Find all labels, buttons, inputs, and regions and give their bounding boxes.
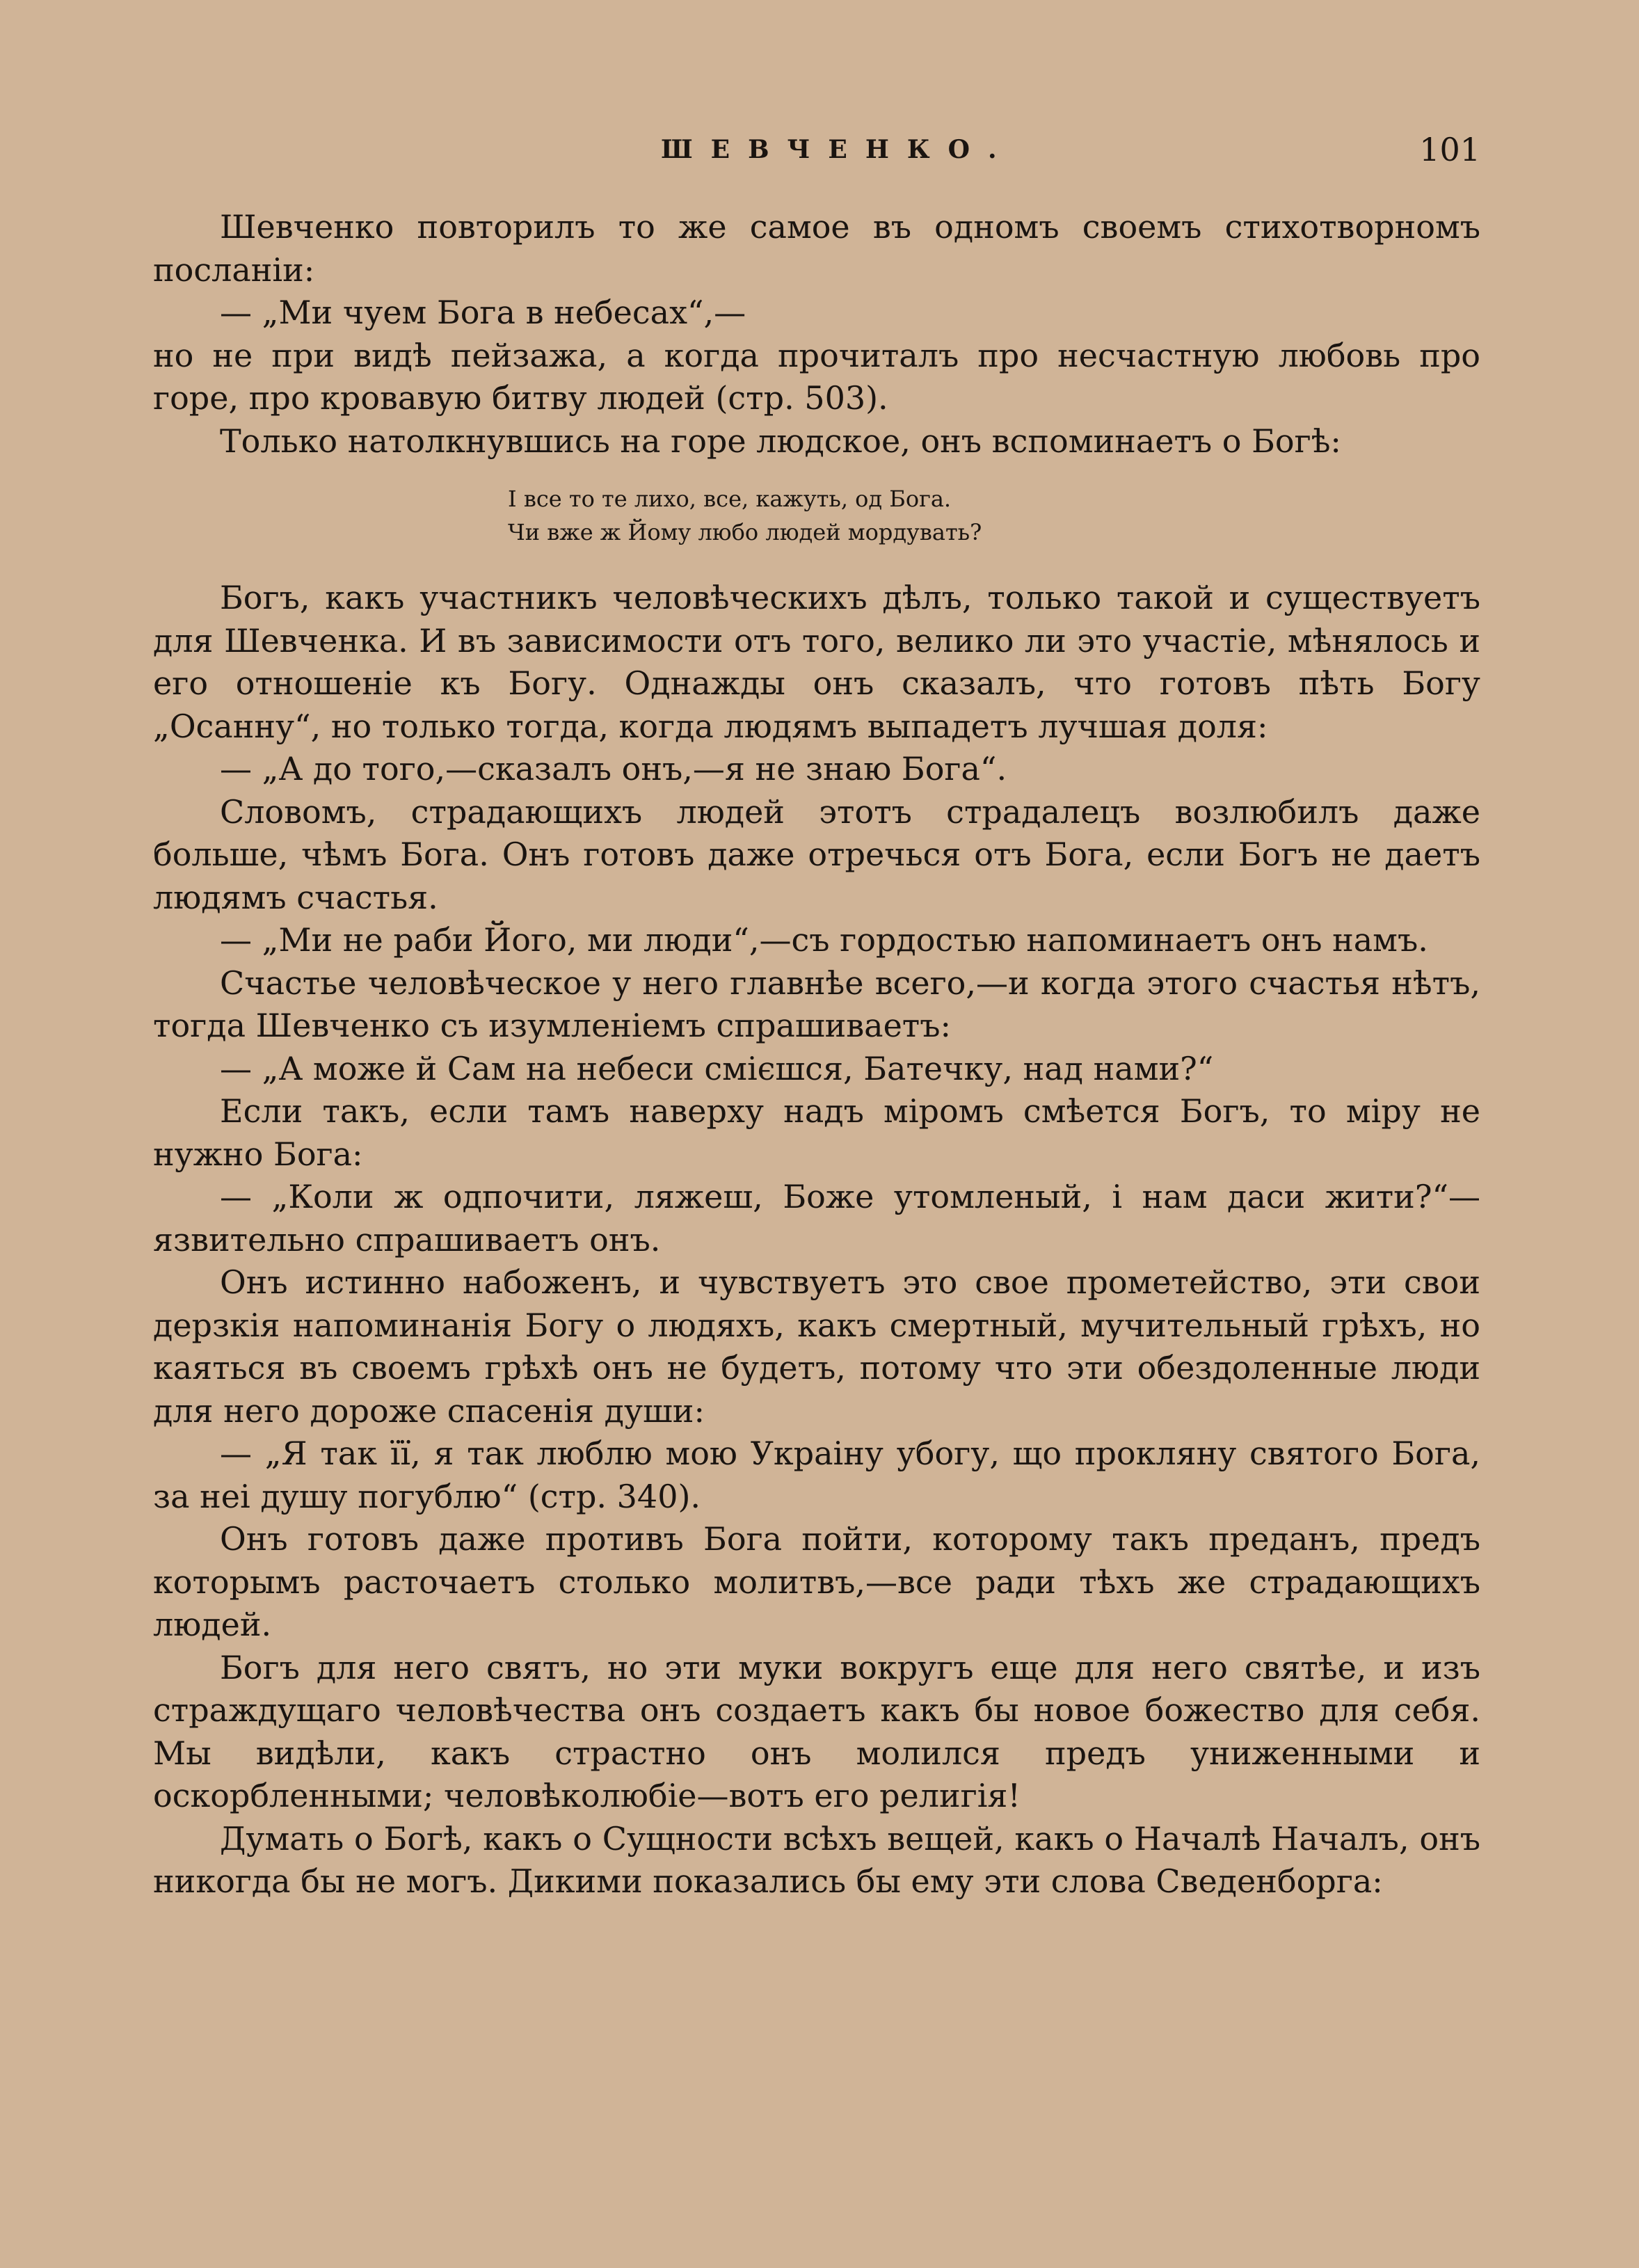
running-title: ШЕВЧЕНКО. [661, 135, 1015, 164]
paragraph: Богъ, какъ участникъ человѣческихъ дѣлъ, только такой и существуетъ для Шевченка. И въ зависимости отъ того, велико ли это участіе, мѣнялось и его отношеніе къ Богу. Однажды онъ сказалъ, что готовъ пѣть Богу „Осанну“, но только тогда, когда людямъ выпадетъ лучшая доля: [153, 579, 1480, 745]
quote-line: — „Коли ж одпочити, ляжеш, Боже утомленый, і нам даси жити?“— язвительно спрашиваетъ онъ. [153, 1178, 1480, 1259]
body-text [153, 206, 1480, 1903]
verse-quote [508, 482, 1480, 549]
paragraph: Онъ истинно набоженъ, и чувствуетъ это свое прометейство, эти свои дерзкія напоминанія Богу о людяхъ, какъ смертный, мучительный грѣхъ, но каяться въ своемъ грѣхѣ онъ не будетъ, потому что эти обездоленные люди для него дороже спасенія души: [153, 1263, 1480, 1430]
paragraph: Только натолкнувшись на горе людское, онъ вспоминаетъ о Богѣ: [220, 422, 1341, 460]
quote-line: — „Я так її, я так люблю мою Украіну убогу, що прокляну святого Бога, за неі душу погублю“ (стр. 340). [153, 1435, 1480, 1515]
verse-line: І все то те лихо, все, кажуть, од Бога. [508, 486, 952, 512]
page-header [153, 131, 1480, 173]
paragraph: Богъ для него святъ, но эти муки вокругъ еще для него святѣе, и изъ страждущаго человѣчества онъ создаетъ какъ бы новое божество для себя. Мы видѣли, какъ страстно онъ молился предъ униженными и оскорбленными; человѣколюбіе—вотъ его религія! [153, 1648, 1480, 1814]
page-number: 101 [1419, 131, 1480, 168]
paragraph: но не при видѣ пейзажа, а когда прочиталъ про несчастную любовь про горе, про кровавую битву людей (стр. 503). [153, 336, 1480, 417]
quote-line: — „Ми чуем Бога в небесах“,— [220, 294, 746, 331]
paragraph: Если такъ, если тамъ наверху надъ міромъ смѣется Богъ, то міру не нужно Бога: [153, 1092, 1480, 1173]
quote-line: — „А до того,—сказалъ онъ,—я не знаю Бога“. [220, 750, 1007, 788]
paragraph: Шевченко повторилъ то же самое въ одномъ своемъ стихотворномъ посланіи: [153, 208, 1480, 289]
paragraph: Словомъ, страдающихъ людей этотъ страдалецъ возлюбилъ даже больше, чѣмъ Бога. Онъ готовъ даже отречься отъ Бога, если Богъ не даетъ людямъ счастья. [153, 792, 1480, 916]
quote-line: — „А може й Сам на небеси смієшся, Батечку, над нами?“ [220, 1049, 1214, 1087]
quote-line: — „Ми не раби Його, ми люди“,—съ гордостью напоминаетъ онъ намъ. [220, 921, 1428, 959]
paragraph: Онъ готовъ даже противъ Бога пойти, которому такъ преданъ, предъ которымъ расточаетъ столько молитвъ,—все ради тѣхъ же страдающихъ людей. [153, 1520, 1480, 1643]
paragraph: Счастье человѣческое у него главнѣе всего,—и когда этого счастья нѣтъ, тогда Шевченко съ изумленіемъ спрашиваетъ: [153, 964, 1480, 1044]
paragraph: Думать о Богѣ, какъ о Сущности всѣхъ вещей, какъ о Началѣ Началъ, онъ никогда бы не могъ. Дикими показались бы ему эти слова Сведенборга: [153, 1819, 1480, 1900]
verse-line: Чи вже ж Йому любо людей мордувать? [508, 519, 982, 545]
